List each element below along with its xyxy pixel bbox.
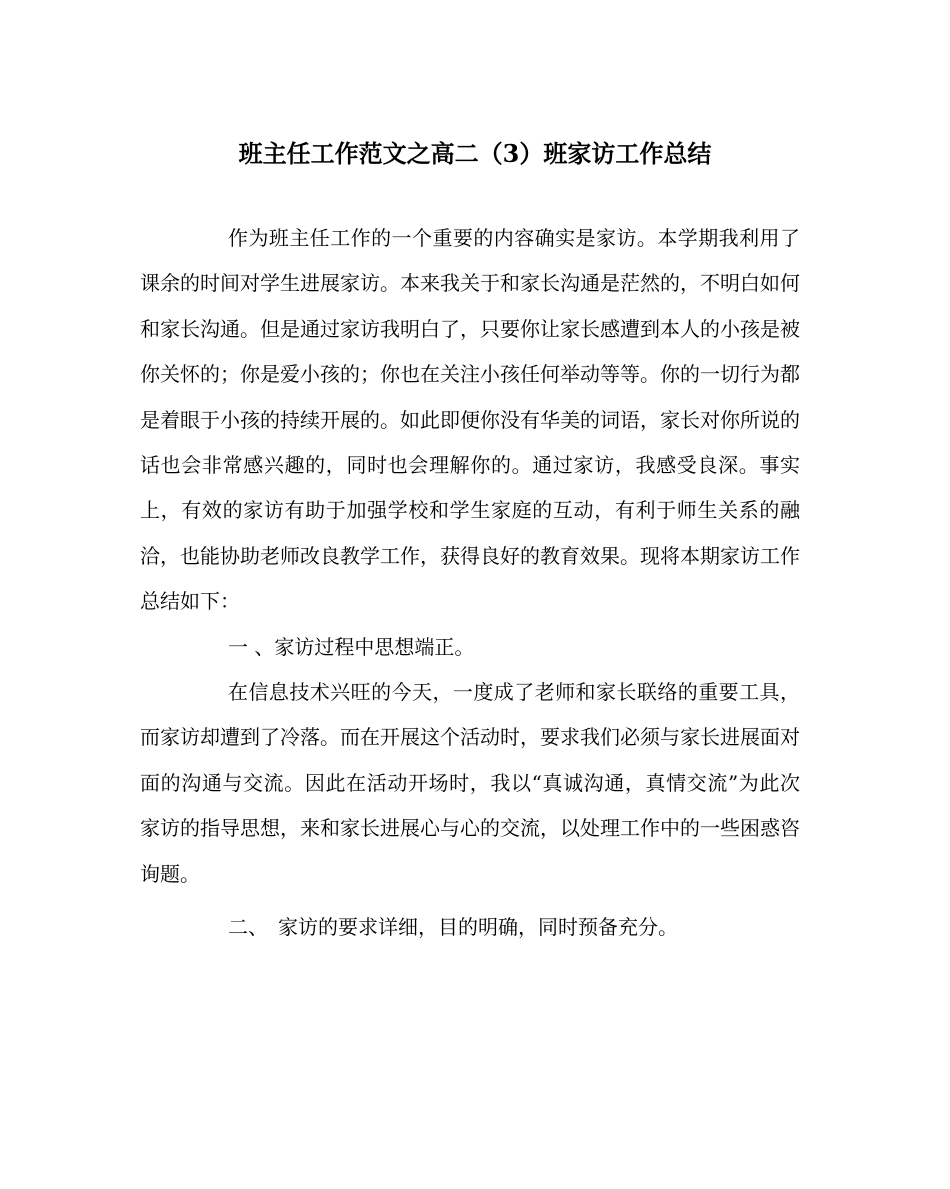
paragraph-intro: 作为班主任工作的一个重要的内容确实是家访。本学期我利用了课余的时间对学生进展家访。本来我关于和家长沟通是茫然的，不明白如何和家长沟通。但是通过家访我明白了，只要你让家长感遭到本人的小孩是被你关怀的；你是爱小孩的；你也在关注小孩任何举动等等。你的一切行为都是着眼于小孩的持续开展的。如此即便你没有华美的词语，家长对你所说的话也会非常感兴趣的，同时也会理解你的。通过家访，我感受良深。事实上，有效的家访有助于加强学校和学生家庭的互动，有利于师生关系的融洽，也能协助老师改良教学工作，获得良好的教育效果。现将本期家访工作总结如下：	[140, 226, 800, 614]
document-body	[140, 216, 800, 951]
paragraph-section-1: 在信息技术兴旺的今天，一度成了老师和家长联络的重要工具，而家访却遭到了冷落。而在开展这个活动时，要求我们必须与家长进展面对面的沟通与交流。因此在活动开场时，我以“真诚沟通，真情交流”为此次家访的指导思想，来和家长进展心与心的交流，以处理工作中的一些困惑咨询题。	[140, 680, 800, 886]
section-heading-2: 二、 家访的要求详细，目的明确，同时预备充分。	[228, 915, 678, 940]
document-title: 班主任工作范文之高二（3）班家访工作总结	[238, 139, 712, 168]
section-heading-1: 一 、家访过程中思想端正。	[228, 634, 475, 659]
